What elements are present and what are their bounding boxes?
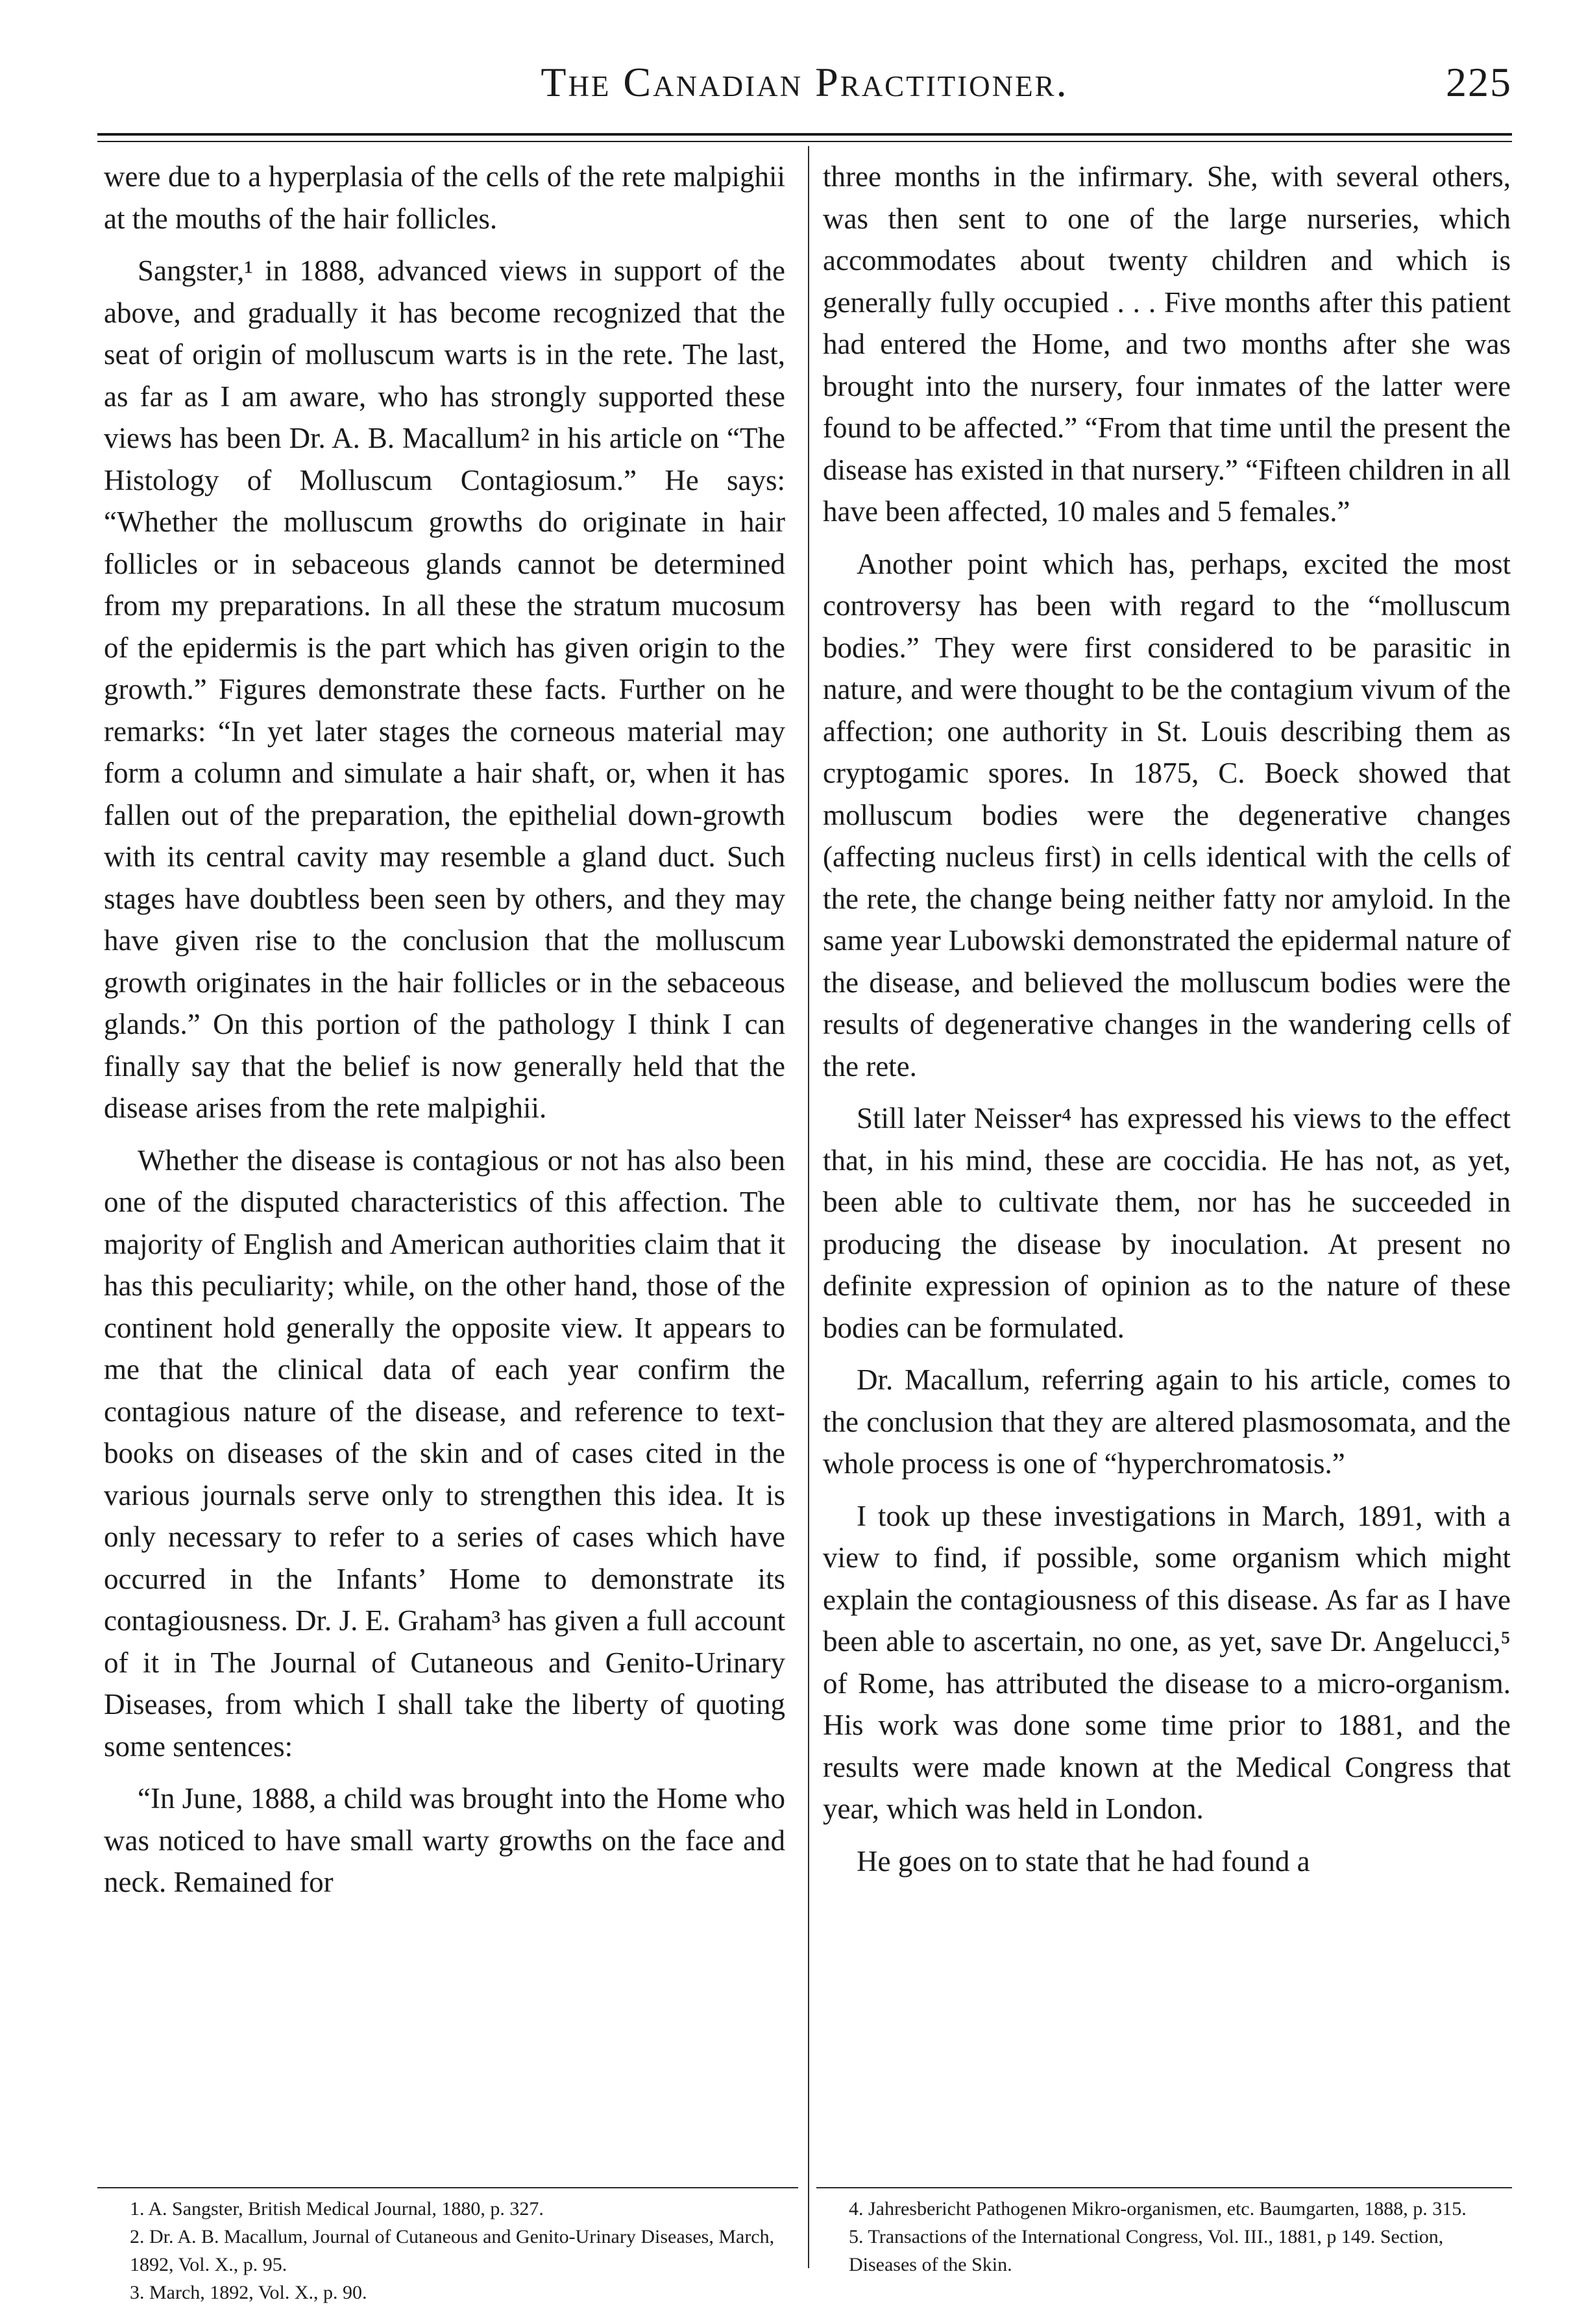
footnote: 5. Transactions of the International Congress, Vol. III., 1881, p 149. Section, Diseases of the Skin. xyxy=(849,2226,1444,2275)
footnote: 3. March, 1892, Vol. X., p. 90. xyxy=(130,2282,367,2303)
paragraph: He goes on to state that he had found a xyxy=(857,1844,1310,1878)
footnote: 1. A. Sangster, British Medical Journal, 1880, p. 327. xyxy=(130,2198,544,2220)
paragraph: three months in the infirmary. She, with several others, was then sent to one of the large nurseries, which accommodates about twenty children and which is generally fully occupied . . . Five months after this patient had entered the Home, and two months after she was brought into the nursery, four inmates of the latter were found to be affected.” “From that time until the present the disease has existed in that nursery.” “Fifteen children in all have been affected, 10 males and 5 females.” xyxy=(823,160,1511,528)
paragraph: Whether the disease is contagious or not has also been one of the disputed characteristics of this affection. The majority of English and American authorities claim that it has this peculiarity; while, on the other hand, those of the continent hold generally the opposite view. It appears to me that the clinical data of each year confirm the contagious nature of the disease, and reference to text-books on diseases of the skin and of cases cited in the various journals serve only to strengthen this idea. It is only necessary to refer to a series of cases which have occurred in the Infants’ Home to demonstrate its contagiousness. Dr. J. E. Graham³ has given a full account of it in The Journal of Cutaneous and Genito-Urinary Diseases, from which I shall take the liberty of quoting some sentences: xyxy=(104,1144,785,1763)
page-header xyxy=(97,52,1512,123)
left-column xyxy=(104,156,785,1903)
column-divider xyxy=(808,146,809,2268)
footnote: 2. Dr. A. B. Macallum, Journal of Cutaneous and Genito-Urinary Diseases, March, 1892, Vol. X., p. 95. xyxy=(130,2226,775,2275)
paragraph: I took up these investigations in March, 1891, with a view to find, if possible, some organism which might explain the contagiousness of this disease. As far as I have been able to ascertain, no one, as yet, save Dr. Angelucci,⁵ of Rome, has attributed the disease to a micro-organism. His work was done some time prior to 1881, and the results were made known at the Medical Congress that year, which was held in London. xyxy=(823,1499,1511,1825)
footnote-rule xyxy=(816,2187,1512,2188)
paragraph: “In June, 1888, a child was brought into the Home who was noticed to have small warty growths on the face and neck. Remained for xyxy=(104,1782,785,1898)
paragraph: Still later Neisser⁴ has expressed his views to the effect that, in his mind, these are coccidia. He has not, as yet, been able to cultivate them, nor has he succeeded in producing the disease by inoculation. At present no definite expression of opinion as to the nature of these bodies can be formulated. xyxy=(823,1102,1511,1344)
paragraph: Another point which has, perhaps, excited the most controversy has been with regard to the “molluscum bodies.” They were first considered to be parasitic in nature, and were thought to be the contagium vivum of the affection; one authority in St. Louis describing them as cryptogamic spores. In 1875, C. Boeck showed that molluscum bodies were the degenerative changes (affecting nucleus first) in cells identical with the cells of the rete, the change being neither fatty nor amyloid. In the same year Lubowski demonstrated the epidermal nature of the disease, and believed the molluscum bodies were the results of degenerative changes in the wandering cells of the rete. xyxy=(823,547,1511,1082)
paragraph: Dr. Macallum, referring again to his article, comes to the conclusion that they are altered plasmosomata, and the whole process is one of “hyperchromatosis.” xyxy=(823,1364,1511,1480)
running-title: The Canadian Practitioner. xyxy=(541,59,1069,105)
right-column xyxy=(823,156,1511,1882)
footnotes-left xyxy=(104,2195,785,2306)
paragraph: Sangster,¹ in 1888, advanced views in support of the above, and gradually it has become recognized that the seat of origin of molluscum warts is in the rete. The last, as far as I am aware, who has strongly supported these views has been Dr. A. B. Macallum² in his article on “The Histology of Molluscum Contagiosum.” He says: “Whether the molluscum growths do originate in hair follicles or in sebaceous glands cannot be determined from my preparations. In all these the stratum mucosum of the epidermis is the part which has given origin to the growth.” Figures demonstrate these facts. Further on he remarks: “In yet later stages the corneous material may form a column and simulate a hair shaft, or, when it has fallen out of the preparation, the epithelial down-growth with its central cavity may resemble a gland duct. Such stages have doubtless been seen by others, and they may have given rise to the conclusion that the molluscum growth originates in the hair follicles or in the sebaceous glands.” On this portion of the pathology I think I can finally say that the belief is now generally held that the disease arises from the rete malpighii. xyxy=(104,254,785,1124)
paragraph: were due to a hyperplasia of the cells of the rete malpighii at the mouths of the hair follicles. xyxy=(104,160,785,235)
footnote-rule xyxy=(97,2187,798,2188)
header-rule-thin xyxy=(97,141,1512,142)
footnote: 4. Jahresbericht Pathogenen Mikro-organismen, etc. Baumgarten, 1888, p. 315. xyxy=(849,2198,1467,2220)
footnotes-right xyxy=(823,2195,1511,2279)
page-number: 225 xyxy=(1446,59,1512,105)
header-rule xyxy=(97,133,1512,136)
